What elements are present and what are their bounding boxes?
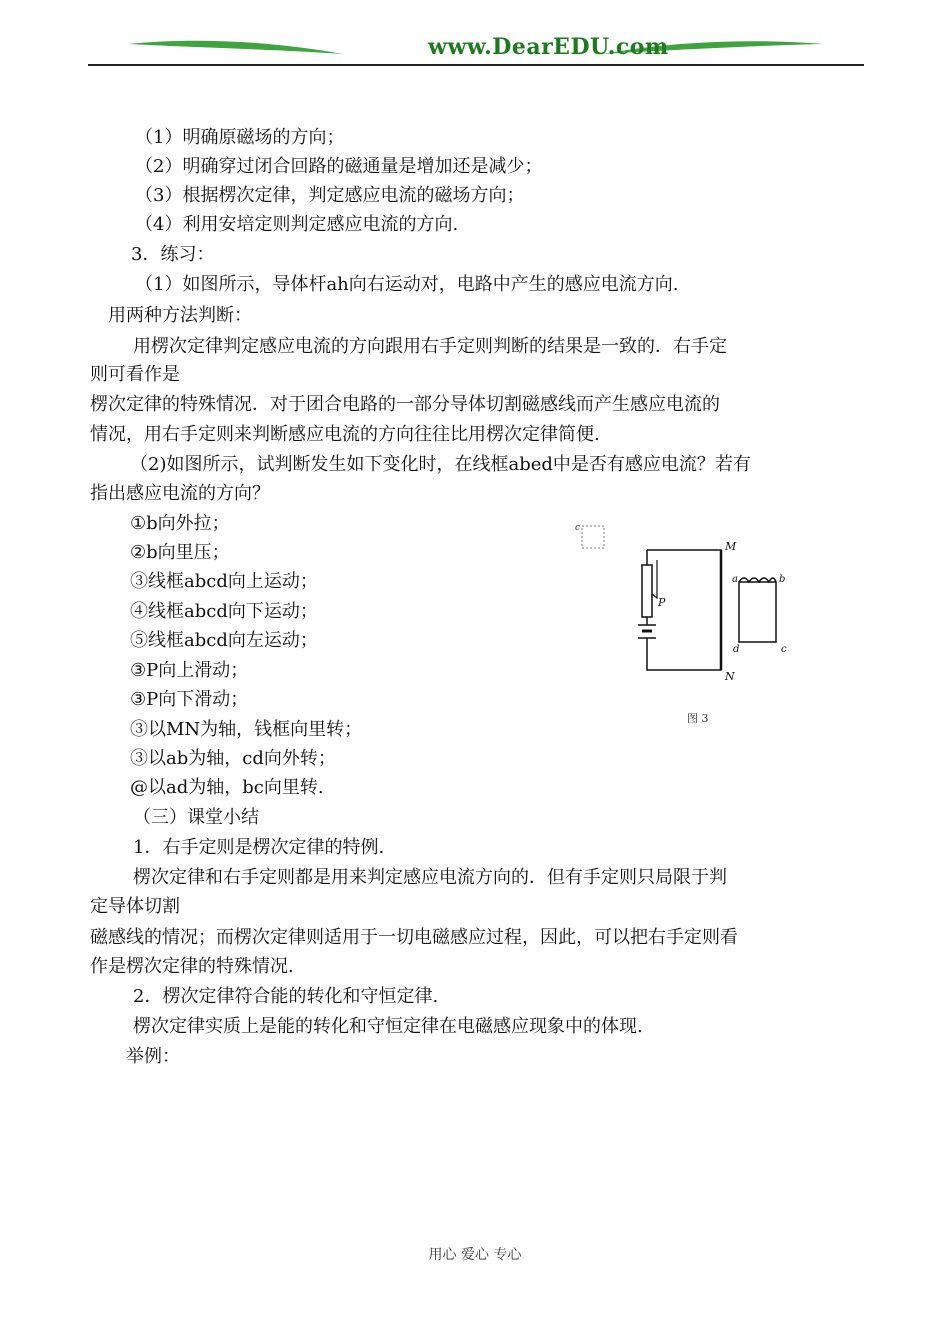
text-line: 2．楞次定律符合能的转化和守恒定律.	[133, 986, 439, 1007]
label-p: P	[658, 596, 666, 609]
text-line: 举例：	[126, 1046, 180, 1067]
text-line: 则可看作是	[90, 364, 180, 385]
label-n: N	[725, 670, 735, 683]
text-line: （4）利用安培定则判定感应电流的方向.	[135, 214, 459, 235]
text-line: 磁感线的情况；而楞次定律则适用于一切电磁感应过程，因此，可以把右手定则看	[90, 927, 738, 948]
text-line: 1．右手定则是楞次定律的特例.	[133, 837, 385, 858]
corner-label: c	[575, 523, 581, 533]
page-footer: 用心 爱心 专心	[428, 1247, 522, 1263]
circuit-figure	[575, 520, 795, 735]
left-swoosh	[128, 41, 343, 54]
text-line: 3．练习：	[131, 244, 215, 265]
list-item: ①b向外拉；	[130, 513, 230, 534]
circuit-wire	[647, 550, 721, 670]
text-line: 楞次定律和右手定则都是用来判定感应电流方向的．但有手定则只局限于判	[133, 867, 727, 888]
text-line: 楞次定律实质上是能的转化和守恒定律在电磁感应现象中的体现.	[133, 1016, 643, 1037]
list-item: ③P向上滑动；	[130, 660, 249, 681]
list-item: ④线框abcd向下运动；	[130, 601, 318, 622]
label-b: b	[779, 574, 786, 585]
corner-box	[582, 526, 604, 548]
label-m: M	[725, 540, 737, 553]
label-a: a	[732, 574, 738, 585]
site-logo: www.DearEDU.com	[428, 34, 669, 60]
list-item: ③P向下滑动；	[130, 689, 249, 710]
rheostat	[642, 565, 652, 617]
circuit-diagram	[575, 520, 795, 735]
text-line: 楞次定律的特殊情况．对于团合电路的一部分导体切割磁感线而产生感应电流的	[90, 394, 720, 415]
list-item: ②b向里压；	[130, 542, 230, 563]
text-line: （2)如图所示，试判断发生如下变化时，在线框abed中是否有感应电流？若有	[130, 454, 751, 475]
text-line: （3）根据楞次定律，判定感应电流的磁场方向；	[135, 185, 525, 206]
list-item: ③以ab为轴，cd向外转；	[130, 748, 336, 769]
coil-frame	[739, 582, 776, 642]
text-line: 作是楞次定律的特殊情况.	[90, 956, 294, 977]
header-rule	[88, 64, 864, 66]
figure-caption: 图 3	[687, 712, 709, 725]
list-item: ⑤线框abcd向左运动；	[130, 630, 318, 651]
text-line: 用楞次定律判定感应电流的方向跟用右手定则判断的结果是一致的．右手定	[133, 336, 727, 357]
text-line: （1）如图所示，导体杆ah向右运动对，电路中产生的感应电流方向.	[135, 274, 679, 295]
text-line: 情况，用右手定则来判断感应电流的方向往往比用楞次定律简便.	[90, 424, 600, 445]
list-item: ③以MN为轴，钱框向里转；	[130, 719, 363, 740]
section-heading: （三）课堂小结	[133, 807, 259, 828]
label-c: c	[781, 644, 787, 655]
text-line: 指出感应电流的方向？	[90, 483, 270, 504]
label-d: d	[733, 644, 740, 655]
list-item: @以ad为轴，bc向里转.	[130, 777, 324, 798]
text-line: 定导体切割	[90, 896, 180, 917]
text-line: 用两种方法判断：	[108, 305, 252, 326]
text-line: （2）明确穿过闭合回路的磁通量是增加还是减少；	[135, 156, 543, 177]
text-line: （1）明确原磁场的方向；	[135, 127, 345, 148]
list-item: ③线框abcd向上运动；	[130, 571, 318, 592]
